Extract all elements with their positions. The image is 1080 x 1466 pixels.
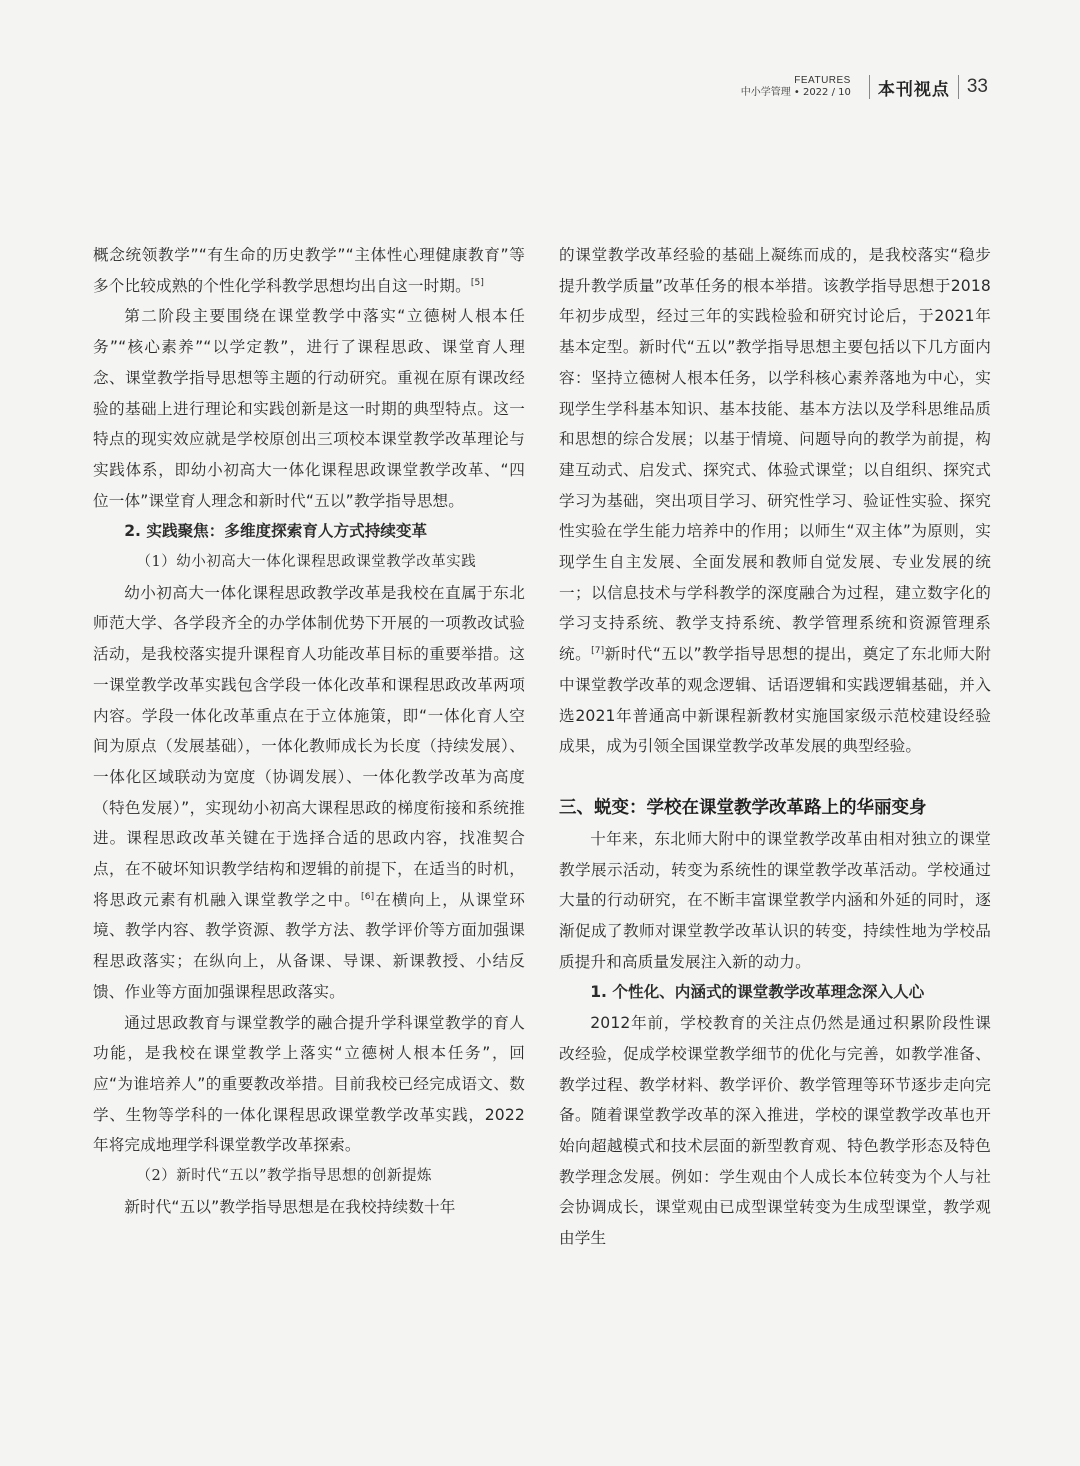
paragraph-text: 在横向上，从课堂环境、教学内容、教学资源、教学方法、教学评价等方面加强课程思政落实；在纵向上，从备课、导课、新课教授、小结反馈、作业等方面加强课程思政落实。	[93, 890, 525, 1001]
paragraph	[93, 240, 525, 301]
header-journal-info	[741, 75, 851, 99]
left-column	[93, 240, 525, 1223]
section-spacer	[559, 762, 991, 792]
paragraph	[93, 578, 525, 1008]
paragraph: 通过思政教育与课堂教学的融合提升学科课堂教学的育人功能，是我校在课堂教学上落实“立德树人根本任务”，回应“为谁培养人”的重要教改举措。目前我校已经完成语文、数学、生物等学科的一体化课程思政课堂教学改革实践，2022年将完成地理学科课堂教学改革探索。	[93, 1013, 525, 1155]
paragraph: 新时代“五以”教学指导思想是在我校持续数十年	[124, 1197, 456, 1216]
citation-ref: [5]	[470, 277, 485, 288]
citation-ref: [7]	[591, 645, 605, 656]
paragraph: 2012年前，学校教育的关注点仍然是通过积累阶段性课改经验，促成学校课堂教学细节的优化与完善，如教学准备、教学过程、教学材料、教学评价、教学管理等环节逐步走向完备。随着课堂教学改革的深入推进，学校的课堂教学改革也开始向超越模式和技术层面的新型教育观、特色教学形态及特色教学理念发展。例如：学生观由个人成长本位转变为个人与社会协调成长，课堂观由已成型课堂转变为生成型课堂，教学观由学生	[559, 1014, 991, 1248]
paragraph: 第二阶段主要围绕在课堂教学中落实“立德树人根本任务”“核心素养”“以学定教”，进行了课程思政、课堂育人理念、课堂教学指导思想等主题的行动研究。重视在原有课改经验的基础上进行理论和实践创新是这一时期的典型特点。这一特点的现实效应就是学校原创出三项校本课堂教学改革理论与实践体系，即幼小初高大一体化课程思政课堂教学改革、“四位一体”课堂育人理念和新时代“五以”教学指导思想。	[93, 307, 525, 510]
header-journal-issue: 中小学管理 • 2022 / 10	[740, 87, 851, 98]
paragraph: 十年来，东北师大附中的课堂教学改革由相对独立的课堂教学展示活动，转变为系统性的课堂教学改革活动。学校通过大量的行动研究，在不断丰富课堂教学内涵和外延的同时，逐渐促成了教师对课堂教学改革认识的转变，持续性地为学校品质提升和高质量发展注入新的动力。	[559, 829, 991, 971]
paragraph-text: 概念统领教学”“有生命的历史教学”“主体性心理健康教育”等多个比较成熟的个性化学科教学思想均出自这一时期。	[93, 246, 525, 295]
paragraph-text: 的课堂教学改革经验的基础上凝练而成的，是我校落实“稳步提升教学质量”改革任务的根本举措。该教学指导思想于2018年初步成型，经过三年的实践检验和研究讨论后，于2021年基本定型。新时代“五以”教学指导思想主要包括以下几方面内容：坚持立德树人根本任务，以学科核心素养落地为中心，实现学生学科基本知识、基本技能、基本方法以及学科思维品质和思想的综合发展；以基于情境、问题导向的教学为前提，构建互动式、启发式、探究式、体验式课堂；以自组织、探究式学习为基础，突出项目学习、研究性学习、验证性实验、探究性实验在学生能力培养中的作用；以师生“双主体”为原则，实现学生自主发展、全面发展和教师自觉发展、专业发展的统一；以信息技术与学科教学的深度融合为过程，建立数字化的学习支持系统、教学支持系统、教学管理系统和资源管理系统。	[559, 246, 991, 664]
paragraph-text: 幼小初高大一体化课程思政教学改革是我校在直属于东北师范大学、各学段齐全的办学体制优势下开展的一项教改试验活动，是我校落实提升课程育人功能改革目标的重要举措。这一课堂教学改革实践包含学段一体化改革和课程思政改革两项内容。学段一体化改革重点在于立体施策，即“一体化育人空间为原点（发展基础），一体化教师成长为长度（持续发展）、一体化区域联动为宽度（协调发展）、一体化教学改革为高度（特色发展）”，实现幼小初高大课程思政的梯度衔接和系统推进。课程思政改革关键在于选择合适的思政内容，找准契合点，在不破坏知识教学结构和逻辑的前提下，在适当的时机，将思政元素有机融入课堂教学之中。	[93, 583, 525, 909]
section-heading: 三、蜕变：学校在课堂教学改革路上的华丽变身	[559, 797, 927, 818]
citation-ref: [6]	[361, 891, 375, 902]
subsection-heading: 1. 个性化、内涵式的课堂教学改革理念深入人心	[590, 983, 925, 1002]
header-features-label: FEATURES	[794, 75, 851, 86]
header-section-title: 本刊视点	[877, 79, 950, 100]
paragraph-text: 新时代“五以”教学指导思想的提出，奠定了东北师大附中课堂教学改革的观念逻辑、话语逻辑和实践逻辑基础，并入选2021年普通高中新课程新教材实施国家级示范校建设经验成果，成为引领全国课堂教学改革发展的典型经验。	[559, 645, 991, 756]
running-header	[741, 72, 988, 102]
paragraph	[559, 240, 991, 762]
subsection-heading: 2. 实践聚焦：多维度探索育人方式持续变革	[124, 522, 428, 541]
sub-subsection-heading: （1）幼小初高大一体化课程思政课堂教学改革实践	[136, 554, 477, 571]
header-divider	[958, 75, 959, 99]
header-divider	[869, 75, 870, 99]
right-column	[559, 240, 991, 1254]
sub-subsection-heading: （2）新时代“五以”教学指导思想的创新提炼	[136, 1168, 433, 1185]
page-number: 33	[966, 76, 988, 97]
